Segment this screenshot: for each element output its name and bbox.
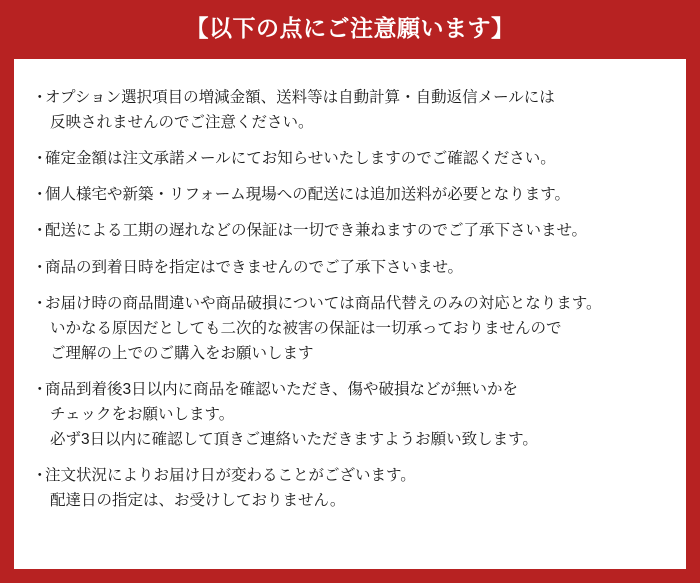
notice-item-lead bbox=[32, 146, 668, 171]
notice-item-lead bbox=[32, 182, 668, 207]
notice-item-line: 必ず3日以内に確認して頂きご連絡いただきますようお願い致します。 bbox=[50, 431, 538, 449]
bullet-icon: ・ bbox=[32, 294, 48, 312]
notice-item-lead bbox=[32, 85, 668, 110]
notice-item bbox=[32, 463, 668, 513]
notice-item-line: いかなる原因だとしても二次的な被害の保証は一切承っておりませんので bbox=[50, 319, 562, 337]
notice-item-lead bbox=[32, 291, 668, 316]
notice-item-lead bbox=[32, 255, 668, 280]
notice-item-lead-text: お届け時の商品間違いや商品破損については商品代替えのみの対応となります。 bbox=[45, 294, 602, 312]
notice-list bbox=[32, 85, 668, 514]
bullet-icon: ・ bbox=[32, 89, 48, 106]
notice-item-lead bbox=[32, 377, 668, 402]
notice-item-line: 反映されませんのでご注意ください。 bbox=[50, 114, 314, 132]
notice-item-lead-text: 商品の到着日時を指定はできませんのでご了承下さいませ。 bbox=[45, 258, 464, 276]
bullet-icon: ・ bbox=[32, 258, 48, 276]
bullet-icon: ・ bbox=[32, 150, 48, 168]
notice-item bbox=[32, 146, 668, 171]
notice-item-lead-text: 個人様宅や新築・リフォーム現場への配送には追加送料が必要となります。 bbox=[45, 186, 570, 204]
notice-item-lead-text: 注文状況によりお届け日が変わることがございます。 bbox=[45, 467, 416, 485]
notice-title: 【以下の点にご注意願います】 bbox=[185, 15, 515, 41]
notice-item-lead-text: 配送による工期の遅れなどの保証は一切でき兼ねますのでご了承下さいませ。 bbox=[45, 222, 588, 240]
notice-item-line: チェックをお願いします。 bbox=[50, 406, 235, 424]
notice-item-lead-text: オプション選択項目の増減金額、送料等は自動計算・自動返信メールには bbox=[45, 89, 555, 106]
notice-item-lead-text: 商品到着後3日以内に商品を確認いただき、傷や破損などが無いかを bbox=[45, 380, 519, 398]
notice-item bbox=[32, 218, 668, 243]
notice-item bbox=[32, 182, 668, 207]
notice-item bbox=[32, 291, 668, 366]
notice-item-line: ご理解の上でのご購入をお願いします bbox=[50, 344, 314, 362]
notice-item-lead bbox=[32, 463, 668, 488]
bullet-icon: ・ bbox=[32, 222, 48, 240]
notice-item bbox=[32, 255, 668, 280]
notice-item bbox=[32, 377, 668, 452]
notice-item-line: 配達日の指定は、お受けしておりません。 bbox=[50, 492, 346, 510]
bullet-icon: ・ bbox=[32, 380, 48, 398]
bullet-icon: ・ bbox=[32, 467, 48, 485]
bullet-icon: ・ bbox=[32, 186, 48, 204]
notice-item bbox=[32, 85, 668, 135]
notice-body-panel bbox=[14, 59, 686, 569]
notice-item-lead bbox=[32, 218, 668, 243]
notice-item-lead-text: 確定金額は注文承諾メールにてお知らせいたしますのでご確認ください。 bbox=[45, 150, 556, 168]
